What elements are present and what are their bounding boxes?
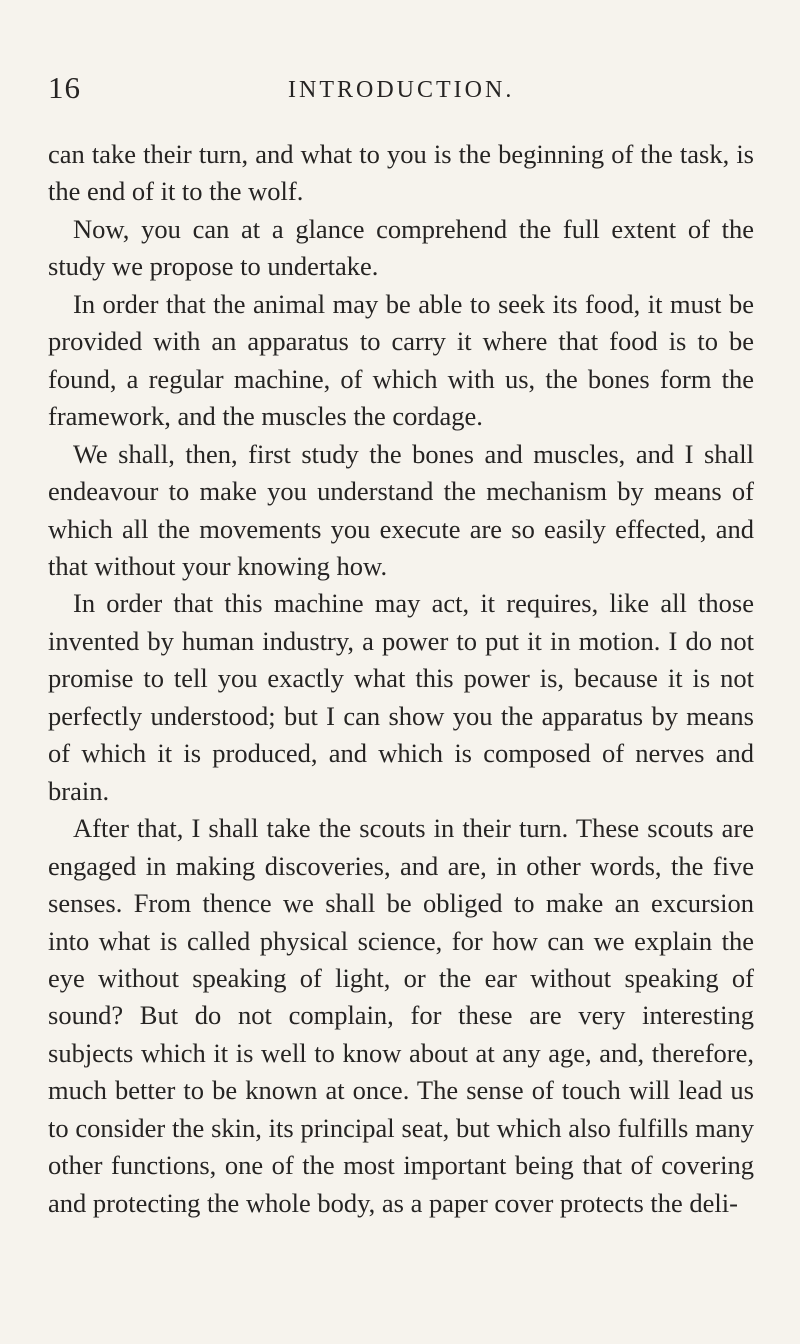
paragraph: We shall, then, first study the bones and muscles, and I shall endeavour to make you understand the mechanism by means of which all the movements you execute are so easily effected, and that without your knowing how. bbox=[48, 438, 754, 581]
paragraph: can take their turn, and what to you is the beginning of the task, is the end of it to the wolf. bbox=[48, 139, 754, 207]
paragraph: After that, I shall take the scouts in their turn. These scouts are engaged in making discoveries, and are, in other words, the five senses. From thence we shall be obliged to make an excursion into what is called physical science, for how can we explain the eye without speaking of light, or the ear without speaking of sound? But do not complain, for these are very interesting subjects which it is well to know about at any age, and, therefore, much better to be known at once. The sense of touch will lead us to consider the skin, its principal seat, but which also fulfills many other functions, one of the most important being that of covering and protecting the whole body, as a paper cover protects the deli- bbox=[48, 813, 754, 1218]
page-number: 16 bbox=[48, 70, 81, 105]
paragraph: Now, you can at a glance comprehend the full extent of the study we propose to undertake. bbox=[48, 213, 754, 282]
paragraph: In order that the animal may be able to seek its food, it must be provided with an apparatus to carry it where that food is to be found, a regular machine, of which with us, the bones form the framework, and the muscles the cordage. bbox=[48, 288, 754, 432]
body-text bbox=[48, 136, 754, 1222]
paragraph: In order that this machine may act, it requires, like all those invented by human industry, a power to put it in motion. I do not promise to tell you exactly what this power is, because it is not perfectly understood; but I can show you the apparatus by means of which it is produced, and which is composed of nerves and brain. bbox=[48, 588, 754, 806]
running-title: INTRODUCTION. bbox=[288, 77, 515, 103]
page-header bbox=[48, 70, 752, 110]
